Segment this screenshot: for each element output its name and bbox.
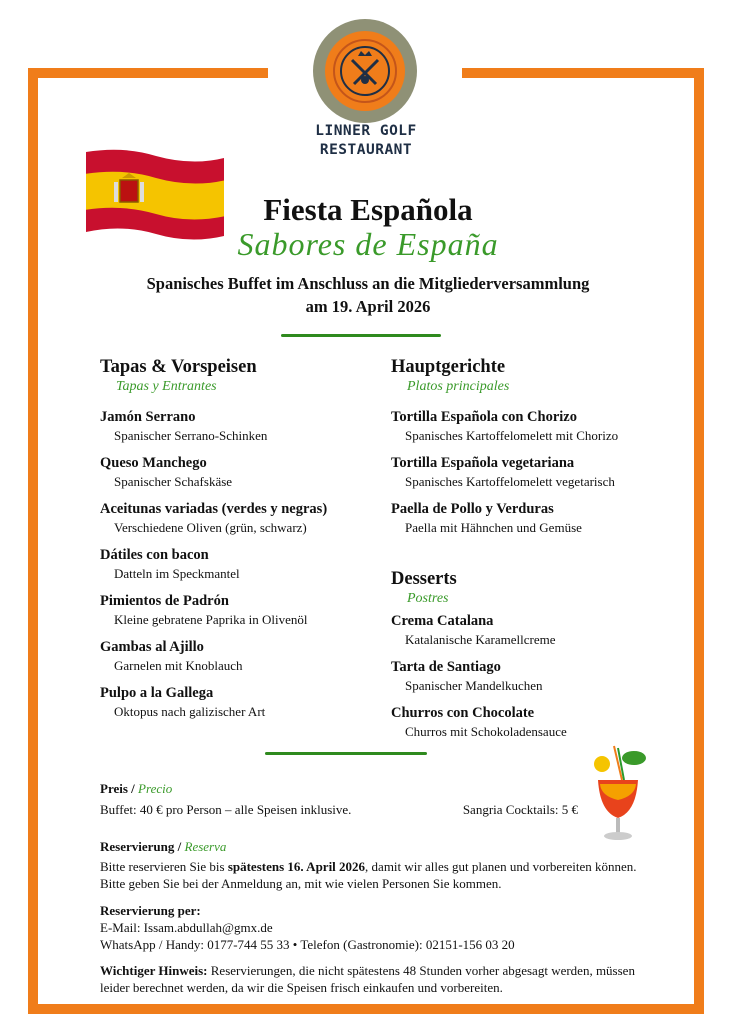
- list-item: [100, 638, 400, 674]
- tapas-section: [100, 356, 400, 730]
- tapas-heading: Tapas & Vorspeisen: [100, 357, 257, 377]
- list-item: [100, 454, 400, 490]
- desserts-subheading: Postres: [407, 591, 449, 606]
- item-name: Pulpo a la Gallega: [100, 685, 214, 701]
- item-desc: Spanischer Serrano-Schinken: [114, 428, 268, 443]
- price-label: Preis: [100, 781, 128, 796]
- list-item: [100, 408, 400, 444]
- item-desc: Paella mit Hähnchen und Gemüse: [405, 520, 582, 535]
- page-subtitle: Sabores de España: [237, 226, 499, 262]
- reservation-deadline: spätestens 16. April 2026: [227, 859, 366, 874]
- sangria-price: Sangria Cocktails: 5 €: [462, 802, 578, 817]
- list-item: [391, 408, 691, 444]
- buffet-price: Buffet: 40 € pro Person – alle Speisen inklusive.: [100, 802, 352, 817]
- frame-top-right: [462, 68, 704, 78]
- notice-label: Wichtiger Hinweis:: [100, 963, 208, 978]
- item-name: Aceitunas variadas (verdes y negras): [100, 501, 328, 517]
- item-desc: Garnelen mit Knoblauch: [114, 658, 243, 673]
- list-item: [391, 658, 691, 694]
- item-desc: Churros mit Schokoladensauce: [405, 724, 567, 739]
- page-title: Fiesta Española: [263, 192, 473, 227]
- tapas-subheading: Tapas y Entrantes: [116, 379, 217, 394]
- mains-section: [391, 356, 691, 546]
- item-desc: Verschiedene Oliven (grün, schwarz): [114, 520, 307, 535]
- reservation-label-es: Reserva: [184, 839, 227, 854]
- item-name: Tarta de Santiago: [391, 659, 501, 675]
- item-desc: Spanischer Schafskäse: [114, 474, 233, 489]
- desserts-section: [391, 568, 691, 750]
- item-name: Pimientos de Padrón: [100, 593, 229, 609]
- contact-label: Reservierung per:: [100, 903, 201, 918]
- item-desc: Datteln im Speckmantel: [114, 566, 240, 581]
- list-item: [100, 546, 400, 582]
- item-name: Churros con Chocolate: [391, 705, 535, 721]
- item-desc: Spanisches Kartoffelomelett mit Chorizo: [405, 428, 619, 443]
- item-name: Paella de Pollo y Verduras: [391, 501, 554, 517]
- item-desc: Spanisches Kartoffelomelett vegetarisch: [405, 474, 615, 489]
- list-item: [391, 704, 691, 740]
- reservation-text-1: Bitte reservieren Sie bis: [100, 859, 228, 874]
- divider-bottom: [265, 752, 427, 755]
- notice-section: [100, 962, 640, 996]
- contact-email[interactable]: E-Mail: Issam.abdullah@gmx.de: [100, 920, 273, 935]
- mains-heading: Hauptgerichte: [391, 357, 506, 377]
- frame-top-left: [28, 68, 268, 78]
- item-name: Dátiles con bacon: [100, 547, 209, 563]
- item-name: Tortilla Española vegetariana: [391, 455, 575, 471]
- brand-line-1: LINNER GOLF: [315, 123, 417, 139]
- price-label-es: Precio: [138, 781, 173, 796]
- mains-subheading: Platos principales: [407, 379, 510, 394]
- tapas-list: [100, 408, 400, 720]
- golf-logo-icon: [312, 18, 418, 124]
- price-section: Preis / Precio Buffet: 40 € pro Person – alle Speisen inklusive. Sangria Cocktails: 5 €: [100, 781, 578, 817]
- reservation-text-2: , damit wir alles gut planen und vorbereiten können. Bitte geben Sie bei der Anmeldung an, mit wie vielen Personen Sie kommen.: [100, 859, 637, 891]
- event-line-1: Spanisches Buffet im Anschluss an die Mitgliederversammlung: [146, 274, 590, 293]
- item-name: Gambas al Ajillo: [100, 639, 204, 655]
- event-line-2: am 19. April 2026: [305, 297, 431, 316]
- item-desc: Oktopus nach galizischer Art: [114, 704, 266, 719]
- contact-section: [100, 902, 640, 953]
- brand-name: [268, 122, 464, 160]
- reservation-label: Reservierung: [100, 839, 175, 854]
- list-item: [391, 612, 691, 648]
- item-name: Tortilla Española con Chorizo: [391, 409, 577, 425]
- item-name: Crema Catalana: [391, 613, 494, 629]
- desserts-heading: Desserts: [391, 569, 457, 589]
- desserts-list: [391, 612, 691, 740]
- contact-phone[interactable]: WhatsApp / Handy: 0177-744 55 33 • Telefon (Gastronomie): 02151-156 03 20: [100, 937, 515, 952]
- item-desc: Kleine gebratene Paprika in Olivenöl: [114, 612, 308, 627]
- brand-line-2: RESTAURANT: [319, 142, 413, 158]
- list-item: [391, 500, 691, 536]
- list-item: [100, 500, 400, 536]
- event-info: [0, 272, 736, 318]
- notice-text: Reservierungen, die nicht spätestens 48 Stunden vorher abgesagt werden, müssen leider berechnet werden, da wir die Speisen frisch einkaufen und vorbereiten.: [100, 963, 635, 995]
- list-item: [100, 592, 400, 628]
- reservation-section: Reservierung / Reserva Bitte reservieren Sie bis spätestens 16. April 2026, damit wir alles gut planen und vorbereiten können. Bitte geben Sie bei der Anmeldung an, mit wie vielen Personen Sie kommen.: [100, 839, 637, 891]
- item-name: Jamón Serrano: [100, 409, 196, 425]
- item-desc: Spanischer Mandelkuchen: [405, 678, 543, 693]
- mains-list: [391, 408, 691, 536]
- item-desc: Katalanische Karamellcreme: [405, 632, 556, 647]
- list-item: [391, 454, 691, 490]
- list-item: [100, 684, 400, 720]
- item-name: Queso Manchego: [100, 455, 207, 471]
- divider-top: [281, 334, 441, 337]
